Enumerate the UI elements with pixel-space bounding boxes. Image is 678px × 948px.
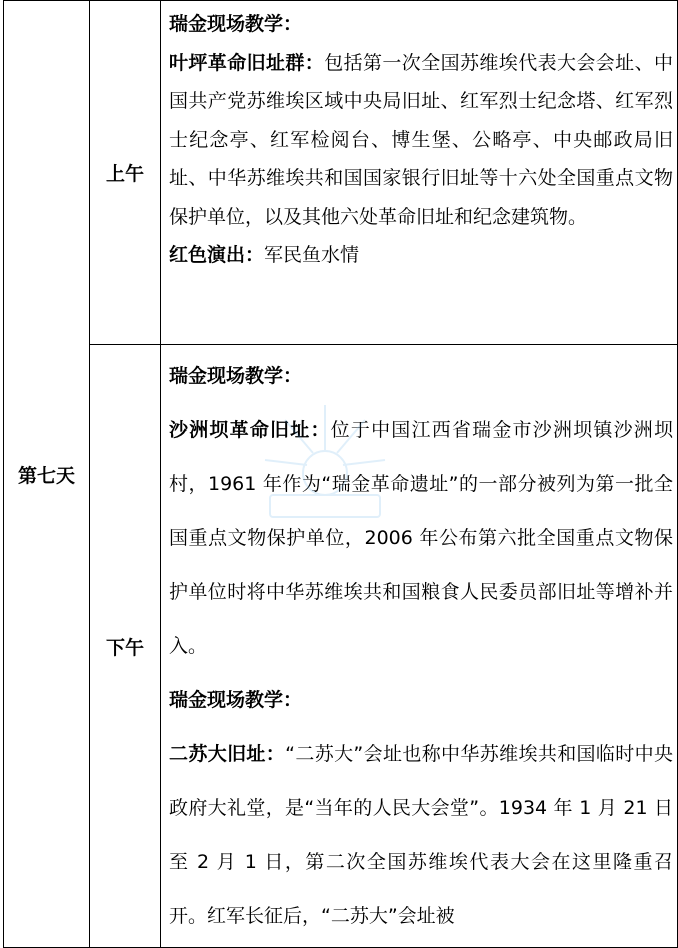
morning-content bbox=[161, 1, 678, 345]
afternoon-label-cell bbox=[90, 345, 161, 948]
morning-show-paragraph bbox=[169, 236, 673, 275]
morning-show-name: 红色演出： bbox=[169, 244, 265, 266]
morning-row bbox=[4, 1, 678, 345]
day-cell bbox=[4, 1, 90, 948]
morning-label: 上午 bbox=[105, 163, 144, 185]
morning-site-paragraph bbox=[169, 44, 673, 237]
afternoon-site1-desc: 位于中国江西省瑞金市沙洲坝镇沙洲坝村，1961 年作为“瑞金革命遗址”的一部分被列为第一批全国重点文物保护单位，2006 年公布第六批全国重点文物保护单位时将中华苏维埃共和国粮食人民委员部旧址等增补并入。 bbox=[169, 419, 673, 657]
afternoon-content bbox=[161, 345, 678, 948]
morning-label-cell bbox=[90, 1, 161, 345]
afternoon-site2-paragraph bbox=[169, 727, 673, 943]
afternoon-site1-paragraph bbox=[169, 403, 673, 673]
afternoon-site2-desc: “二苏大”会址也称中华苏维埃共和国临时中央政府大礼堂，是“当年的人民大会堂”。1934 年 1 月 21 日至 2 月 1 日，第二次全国苏维埃代表大会在这里隆重召开。红军长征后，“二苏大”会址被 bbox=[169, 743, 673, 927]
morning-heading: 瑞金现场教学： bbox=[169, 13, 303, 35]
afternoon-heading-1: 瑞金现场教学： bbox=[169, 365, 303, 387]
afternoon-row bbox=[4, 345, 678, 948]
afternoon-site2-name: 二苏大旧址： bbox=[169, 743, 286, 765]
afternoon-label: 下午 bbox=[105, 636, 144, 659]
schedule-table bbox=[3, 0, 678, 948]
afternoon-site1-name: 沙洲坝革命旧址： bbox=[169, 419, 331, 441]
morning-site-name: 叶坪革命旧址群： bbox=[169, 51, 325, 74]
afternoon-heading-2: 瑞金现场教学： bbox=[169, 689, 303, 711]
day-label: 第七天 bbox=[17, 464, 75, 487]
morning-show-desc: 军民鱼水情 bbox=[264, 244, 360, 266]
morning-site-desc: 包括第一次全国苏维埃代表大会会址、中国共产党苏维埃区域中央局旧址、红军烈士纪念塔、红军烈士纪念亭、红军检阅台、博生堡、公略亭、中央邮政局旧址、中华苏维埃共和国国家银行旧址等十六处全国重点文物保护单位，以及其他六处革命旧址和纪念建筑物。 bbox=[169, 51, 673, 228]
